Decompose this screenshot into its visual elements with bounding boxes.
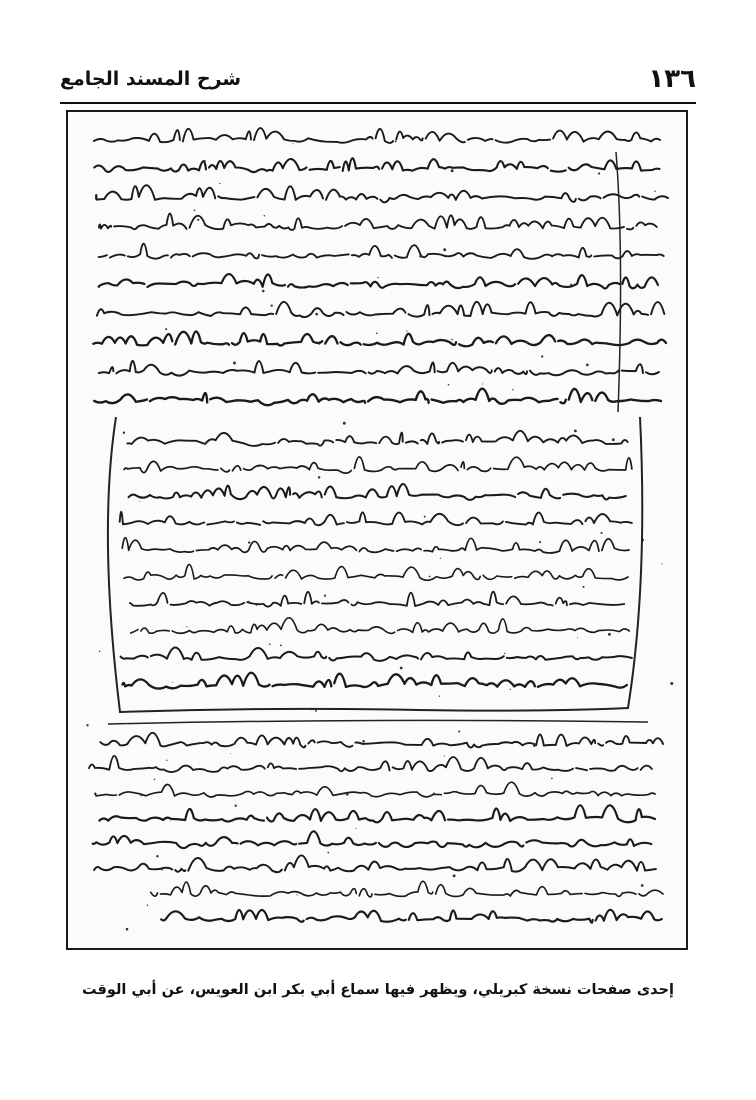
- ink-speck: [123, 432, 125, 434]
- handwriting-line: [95, 782, 655, 797]
- figure-caption: إحدى صفحات نسخة كبريلي، ويظهر فيها سماع أبي بكر ابن العويس، عن أبي الوقت: [82, 982, 674, 998]
- ink-speck: [541, 355, 543, 357]
- handwriting-line: [94, 128, 660, 143]
- ink-speck: [315, 313, 318, 316]
- handwriting-line: [94, 855, 656, 872]
- ink-speck: [140, 794, 142, 796]
- handwriting-line: [86, 756, 652, 772]
- ink-speck: [539, 541, 541, 543]
- ink-speck: [99, 650, 101, 652]
- ink-speck: [448, 384, 450, 386]
- ink-speck: [400, 667, 403, 670]
- manuscript-handwriting: [68, 112, 688, 950]
- ink-speck: [346, 793, 349, 796]
- ink-speck: [429, 576, 431, 578]
- ink-speck: [443, 248, 446, 251]
- ink-speck: [641, 884, 644, 887]
- page-number: ١٣٦: [648, 64, 696, 94]
- ink-speck: [258, 465, 260, 467]
- ink-speck: [126, 928, 129, 931]
- ink-speck: [406, 330, 407, 331]
- ink-speck: [147, 904, 148, 905]
- ink-speck: [161, 868, 163, 870]
- handwriting-line: [99, 213, 657, 229]
- handwriting-line: [124, 457, 632, 473]
- handwriting-line: [127, 431, 627, 446]
- ink-speck: [248, 601, 250, 603]
- ink-speck: [458, 730, 460, 732]
- ink-speck: [233, 362, 236, 365]
- ink-speck: [269, 643, 271, 645]
- ink-speck: [186, 626, 187, 627]
- ink-speck: [577, 637, 578, 638]
- ink-speck: [654, 191, 655, 192]
- handwriting-line: [123, 673, 627, 689]
- ink-speck: [533, 744, 536, 747]
- handwriting-line: [151, 881, 663, 897]
- ink-speck: [343, 422, 346, 425]
- ink-speck: [230, 753, 231, 754]
- ink-speck: [534, 658, 536, 660]
- handwriting-line: [99, 244, 664, 259]
- ink-speck: [600, 532, 602, 534]
- handwriting-line: [99, 361, 659, 376]
- ink-speck: [156, 855, 158, 857]
- ink-speck: [86, 724, 88, 726]
- manuscript-image: [66, 110, 688, 950]
- ink-speck: [453, 874, 456, 877]
- ink-speck: [439, 696, 440, 697]
- handwriting-line: [99, 274, 658, 288]
- ink-speck: [256, 604, 258, 606]
- ink-speck: [318, 343, 320, 345]
- page-header: [60, 62, 696, 100]
- ink-speck: [516, 889, 517, 890]
- ink-speck: [203, 160, 206, 163]
- handwriting-line: [93, 331, 666, 346]
- ink-speck: [139, 501, 140, 502]
- running-title: شرح المسند الجامع: [60, 68, 242, 90]
- ink-speck: [612, 438, 615, 441]
- section-divider-icon: [108, 720, 648, 724]
- ink-speck: [512, 389, 513, 390]
- ink-speck: [219, 183, 220, 184]
- ink-speck: [440, 558, 441, 559]
- ink-speck: [296, 894, 297, 895]
- ink-speck: [376, 332, 378, 334]
- ink-speck: [661, 563, 662, 564]
- ink-speck: [166, 760, 167, 761]
- ink-speck: [362, 740, 365, 743]
- ink-speck: [248, 541, 250, 543]
- handwriting-line: [97, 302, 664, 317]
- ink-speck: [377, 277, 378, 278]
- ink-speck: [194, 209, 196, 211]
- handwriting-line: [129, 484, 626, 500]
- ink-speck: [670, 682, 673, 685]
- ink-speck: [608, 633, 611, 636]
- ink-speck: [444, 756, 445, 757]
- ink-speck: [327, 852, 329, 854]
- ink-speck: [433, 793, 435, 795]
- handwriting-line: [96, 185, 668, 202]
- ink-speck: [172, 682, 173, 683]
- ink-speck: [315, 710, 317, 712]
- ink-speck: [324, 594, 326, 596]
- ink-speck: [170, 821, 171, 822]
- ink-speck: [451, 169, 454, 172]
- ink-speck: [582, 586, 584, 588]
- handwriting-line: [93, 831, 652, 848]
- handwriting-line: [124, 564, 628, 580]
- ink-speck: [589, 394, 591, 396]
- ink-speck: [262, 290, 265, 293]
- ink-speck: [586, 364, 589, 367]
- ink-speck: [482, 383, 483, 384]
- ink-speck: [165, 328, 167, 330]
- ink-speck: [154, 779, 156, 781]
- ink-speck: [504, 653, 505, 654]
- ink-speck: [451, 339, 453, 341]
- ink-speck: [551, 778, 553, 780]
- handwriting-line: [130, 592, 624, 607]
- ink-speck: [197, 219, 199, 221]
- handwriting-line: [120, 512, 632, 525]
- header-rule: [60, 102, 696, 104]
- ink-speck: [395, 141, 397, 143]
- ink-speck: [280, 645, 282, 647]
- ink-speck: [293, 143, 294, 144]
- ink-speck: [574, 429, 577, 432]
- ink-speck: [356, 913, 358, 915]
- ink-speck: [419, 255, 422, 258]
- ink-speck: [424, 516, 426, 518]
- handwriting-line: [94, 158, 659, 172]
- handwriting-line: [94, 389, 661, 406]
- ink-speck: [526, 341, 528, 343]
- ink-speck: [271, 304, 273, 306]
- ink-speck: [318, 476, 320, 478]
- handwriting-line: [99, 805, 655, 822]
- ink-speck: [570, 283, 572, 285]
- ink-speck: [264, 215, 266, 217]
- handwriting-line: [122, 538, 629, 553]
- handwriting-line: [100, 733, 663, 748]
- ink-speck: [235, 805, 237, 807]
- ink-speck: [510, 689, 511, 690]
- handwriting-line: [121, 648, 632, 661]
- ink-speck: [598, 172, 600, 174]
- handwriting-line: [131, 618, 630, 634]
- handwriting-line: [161, 910, 662, 923]
- ink-speck: [491, 767, 492, 768]
- ink-speck: [355, 828, 356, 829]
